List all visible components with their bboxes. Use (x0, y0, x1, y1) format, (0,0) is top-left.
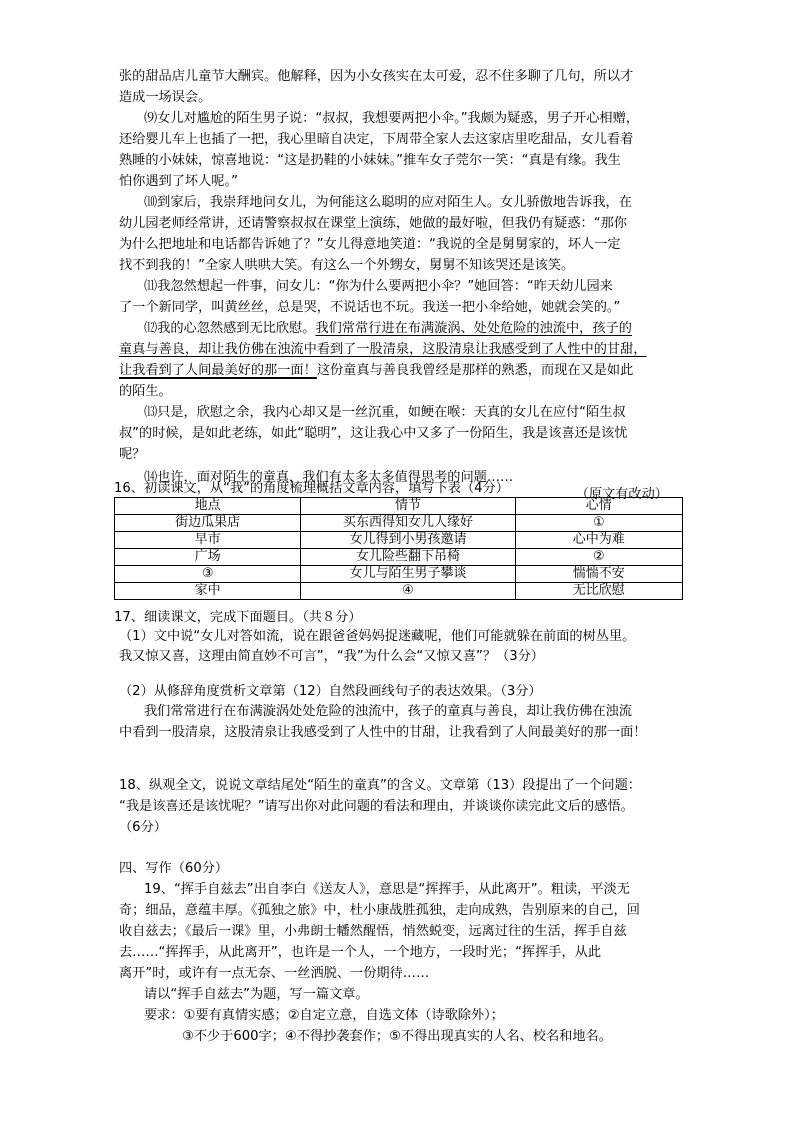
text-line: 还给婴儿车上也插了一把，我心里暗自决定，下周带全家人去这家店里吃甜品，女儿看着 (119, 132, 634, 147)
requirements: ③不少于600字；④不得抄袭套作；⑤不得出现真实的人名、校名和地名。 (182, 1029, 612, 1044)
text-line: 找不到我的！”全家人哄哄大笑。有这么一个外甥女，舅舅不知该哭还是该笑。 (119, 258, 575, 273)
quoted-sentence: 我们常常进行在布满漩涡处处危险的浊流中，孩子的童真与善良，却让我仿佛在浊流 (144, 704, 632, 719)
paragraph-12 (144, 320, 632, 338)
text-line: 呢？ (119, 447, 146, 462)
text-line: “我是该喜还是该忧呢？”请写出你对此问题的看法和理由，并谈谈你读完此文后的感悟。 (119, 799, 634, 814)
question-19: 19、“挥手自兹去”出自李白《送友人》，意思是“挥挥手，从此离开”。粗读，平淡无 (144, 882, 630, 897)
text-line: 幼儿园老师经常讲，还请警察叔叔在课堂上演练，她做的最好啦，但我仍有疑惑：“那你 (119, 216, 627, 231)
text-line: 为什么把地址和电话都告诉她了？”女儿得意地笑道：“我说的全是舅舅家的，坏人一定 (119, 237, 621, 252)
table-header: 地点 (115, 498, 301, 515)
table-cell: 女儿得到小男孩邀请 (301, 532, 515, 549)
text-line: （6分） (119, 820, 167, 835)
text-span: 这份童真与善良我曾经是那样的熟悉，而现在又是如此 (316, 363, 634, 378)
table-header: 心情 (515, 498, 682, 515)
writing-task: 请以“挥手自兹去”为题，写一篇文章。 (144, 987, 369, 1002)
paragraph-10: ⑽到家后，我崇拜地问女儿，为何能这么聪明的应对陌生人。女儿骄傲地告诉我，在 (144, 195, 632, 210)
table-header-row (115, 498, 683, 515)
table-cell: 家中 (115, 583, 301, 600)
text-line: 叔”的时候，是如此老练，如此“聪明”，这让我心中又多了一份陌生，我是该喜还是该忧 (119, 426, 628, 441)
paragraph-13: ⒀只是，欣慰之余，我内心却又是一丝沉重，如鲠在喉：天真的女儿在应付“陌生叔 (144, 405, 626, 420)
paragraph-11: ⑾我忽然想起一件事，问女儿：“你为什么要两把小伞？”她回答：“昨天幼儿园来 (144, 279, 613, 294)
table-cell: 女儿险些翻下吊椅 (301, 549, 515, 566)
question-17-prompt: 17、细读课文，完成下面题目。（共８分） (114, 610, 362, 625)
table-cell: 心中为难 (515, 532, 682, 549)
q16-table (114, 497, 683, 600)
underlined-sentence: 童真与善良，却让我仿佛在浊流中看到了一股清泉，这股清泉让我感受到了人性中的甘甜， (119, 342, 647, 357)
section-title: 四、写作（60分） (119, 861, 229, 876)
table-cell: 街边瓜果店 (115, 515, 301, 532)
table-cell: 女儿与陌生男子攀谈 (301, 566, 515, 583)
table-header: 情节 (301, 498, 515, 515)
table-cell: 无比欣慰 (515, 583, 682, 600)
text-line: 中看到一股清泉，这股清泉让我感受到了人性中的甘甜，让我看到了人间最美好的那一面！ (119, 725, 647, 740)
table-cell: 惴惴不安 (515, 566, 682, 583)
text-span: ⑿我的心忽然感到无比欣慰。 (144, 321, 316, 336)
text-line: 的陌生。 (119, 384, 172, 399)
question-16-prompt: 16、初读课文，从“我”的角度梳理概括文章内容，填写下表（4分） (114, 481, 509, 496)
table-row (115, 515, 683, 532)
text-line: 怕你遇到了坏人呢。” (119, 174, 238, 189)
question-17-2: （2）从修辞角度赏析文章第（12）自然段画线句子的表达效果。（3分） (119, 684, 542, 699)
text-line: 造成一场误会。 (119, 90, 212, 105)
table-row (115, 532, 683, 549)
table-row (115, 566, 683, 583)
text-line: 了一个新同学，叫黄丝丝，总是哭，不说话也不玩。我送一把小伞给她，她就会笑的。” (119, 300, 621, 315)
table-cell: ④ (301, 583, 515, 600)
table-cell: 早市 (115, 532, 301, 549)
text-line: 我又惊又喜，这理由简直妙不可言”，“我”为什么会“又惊又喜”？（3分） (119, 649, 544, 664)
text-line: 奇；细品，意蕴丰厚。《孤独之旅》中，杜小康战胜孤独，走向成熟，告别原来的自己，回 (119, 903, 640, 918)
table-row (115, 549, 683, 566)
table-row (115, 583, 683, 600)
source-note: （原文有改动） (575, 487, 668, 502)
paragraph-14: ⒁也许，面对陌生的童真，我们有太多太多值得思考的问题…… (144, 470, 514, 485)
table-cell: 广场 (115, 549, 301, 566)
text-line: 离开”时，或许有一点无奈、一丝洒脱、一份期待…… (119, 966, 430, 981)
text-line: 熟睡的小妹妹，惊喜地说：“这是扔鞋的小妹妹。”推车女子莞尔一笑：“真是有缘。我生 (119, 153, 621, 168)
underlined-sentence: 让我看到了人间最美好的那一面！ (119, 363, 317, 378)
table-cell: ② (515, 549, 682, 566)
table-cell: ① (515, 515, 682, 532)
text-line (119, 362, 633, 380)
table-cell: ③ (115, 566, 301, 583)
underlined-sentence: 我们常常行进在布满漩涡、处处危险的浊流中，孩子的 (315, 321, 632, 336)
requirements: 要求：①要有真情实感；②自定立意，自选文体（诗歌除外）； (144, 1008, 504, 1023)
text-line: 收自兹去；《最后一课》里，小弗朗士幡然醒悟，悄然蜕变，远离过往的生活，挥手自兹 (119, 924, 627, 939)
text-line: 去……“挥挥手，从此离开”，也许是一个人，一个地方，一段时光；“挥挥手，从此 (119, 945, 602, 960)
table-cell: 买东西得知女儿人缘好 (301, 515, 515, 532)
question-17-1: （1）文中说“女儿对答如流，说在跟爸爸妈妈捉迷藏呢，他们可能就躲在前面的树丛里。 (119, 629, 636, 644)
paragraph-9: ⑼女儿对尴尬的陌生男子说：“叔叔，我想要两把小伞。”我颇为疑惑，男子开心相赠， (144, 111, 639, 126)
text-line (119, 341, 647, 359)
text-line: 张的甜品店儿童节大酬宾。他解释，因为小女孩实在太可爱，忍不住多聊了几句，所以才 (119, 69, 634, 84)
question-18: 18、纵观全文，说说文章结尾处“陌生的童真”的含义。文章第（13）段提出了一个问题： (119, 778, 641, 793)
